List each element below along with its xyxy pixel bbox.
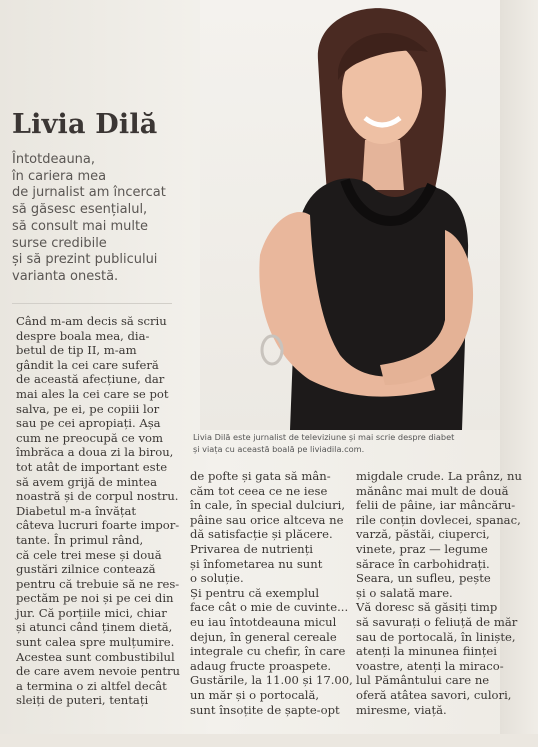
intro-line: în cariera mea: [12, 168, 107, 184]
text-line: despre boala mea, dia-: [16, 328, 150, 343]
text-line: sau pe cei apropiați. Așa: [16, 416, 161, 431]
article-title: Livia Dilă: [12, 109, 158, 140]
text-line: un măr și o portocală,: [190, 687, 320, 702]
text-line: pâine sau orice altceva ne: [190, 512, 344, 527]
text-line: sărace în carbohidrați.: [356, 556, 490, 571]
text-line: tot atât de important este: [16, 459, 168, 474]
text-line: a termina o zi altfel decât: [16, 678, 167, 693]
intro-line: Întotdeauna,: [12, 152, 96, 167]
text-line: să savurați o feliuță de măr: [356, 614, 518, 629]
text-line: și atunci când ținem dietă,: [16, 620, 173, 635]
intro-line: de jurnalist am încercat: [12, 185, 166, 201]
text-line: felii de pâine, iar mâncăru-: [356, 498, 516, 513]
text-line: salva, pe ei, pe copiii lor: [16, 401, 160, 416]
text-line: oferă atâtea savori, culori,: [356, 687, 512, 702]
text-line: mai ales la cei care se pot: [16, 386, 169, 401]
body-column-1: [16, 314, 194, 708]
text-line: face cât o mie de cuvinte...: [190, 600, 349, 615]
text-line: tante. În primul rând,: [16, 532, 144, 547]
text-line: lul Pământului care ne: [356, 673, 490, 688]
text-line: Gustările, la 11.00 și 17.00,: [190, 673, 353, 688]
text-line: integrale cu chefir, în care: [190, 644, 346, 659]
text-line: gândit la cei care suferă: [16, 357, 159, 372]
portrait-illustration: [200, 0, 500, 430]
intro-line: să găsesc esențialul,: [12, 202, 148, 218]
text-line: sunt însoțite de șapte-opt: [190, 702, 340, 717]
body-column-3: [356, 469, 522, 717]
text-line: pectăm pe noi și pe cei din: [16, 591, 174, 606]
text-line: în cale, în special dulciuri,: [190, 498, 346, 513]
text-line: sleiți de puteri, tentați: [16, 693, 149, 708]
text-line: și înfometarea nu sunt: [190, 556, 323, 571]
body-column-2: [190, 469, 353, 717]
text-line: Diabetul m-a învățat: [16, 503, 137, 518]
text-line: de această afecțiune, dar: [16, 372, 165, 387]
intro-line: varianta onestă.: [12, 268, 119, 284]
text-line: de pofte și gata să mân-: [190, 469, 331, 483]
bottom-margin: [0, 734, 538, 747]
text-line: îmbrăca a doua zi la birou,: [16, 445, 174, 460]
text-line: Vă doresc să găsiți timp: [356, 600, 498, 615]
intro-line: surse credibile: [12, 235, 107, 251]
text-line: o soluție.: [190, 571, 244, 586]
text-line: Seara, un sufleu, pește: [356, 571, 491, 586]
text-line: mănânc mai mult de două: [356, 483, 509, 498]
text-line: migdale crude. La prânz, nu: [356, 469, 522, 483]
text-line: Și pentru că exemplul: [190, 585, 320, 600]
text-line: sau de portocală, în liniște,: [356, 629, 516, 644]
text-line: căm tot ceea ce ne iese: [190, 483, 328, 498]
text-line: cum ne preocupă ce vom: [16, 430, 163, 445]
text-line: vinete, praz — legume: [356, 541, 488, 556]
text-line: eu iau întotdeauna micul: [190, 614, 337, 629]
text-line: sunt calea spre mulțumire.: [16, 635, 175, 650]
text-line: și o salată mare.: [356, 585, 453, 600]
text-line: Privarea de nutrienți: [190, 541, 314, 556]
text-line: să avem grijă de mintea: [16, 474, 157, 489]
portrait-photo: [200, 0, 500, 430]
text-line: varză, păstăi, ciuperci,: [356, 527, 490, 542]
text-line: voastre, atenți la miraco-: [356, 658, 504, 673]
text-line: betul de tip II, m-am: [16, 343, 137, 358]
text-line: adaug fructe proaspete.: [190, 658, 332, 673]
text-line: gustări zilnice contează: [16, 562, 156, 577]
text-line: câteva lucruri foarte impor-: [16, 518, 180, 533]
text-line: dejun, în general cereale: [190, 629, 337, 644]
text-line: Când m-am decis să scriu: [16, 314, 167, 328]
photo-caption: [193, 431, 493, 455]
text-line: pentru că trebuie să ne res-: [16, 576, 180, 591]
text-line: că cele trei mese și două: [16, 547, 162, 562]
intro-line: și să prezint publicului: [12, 252, 158, 268]
text-line: de care avem nevoie pentru: [16, 664, 180, 679]
caption-line: Livia Dilă este jurnalist de televiziune și mai scrie despre diabet: [193, 432, 455, 442]
text-line: dă satisfacție și plăcere.: [190, 527, 333, 542]
caption-line: și viața cu această boală pe liviadila.com.: [193, 444, 365, 454]
text-line: miresme, viață.: [356, 702, 447, 717]
intro-line: să consult mai multe: [12, 218, 149, 234]
text-line: jur. Că porțiile mici, chiar: [16, 605, 167, 620]
text-line: atenți la minunea ființei: [356, 644, 497, 659]
text-line: rile conțin dovlecei, spanac,: [356, 512, 521, 527]
section-divider: [12, 303, 172, 304]
text-line: noastră și de corpul nostru.: [16, 489, 179, 504]
intro-quote: [12, 152, 202, 286]
text-line: Acestea sunt combustibilul: [16, 649, 175, 664]
